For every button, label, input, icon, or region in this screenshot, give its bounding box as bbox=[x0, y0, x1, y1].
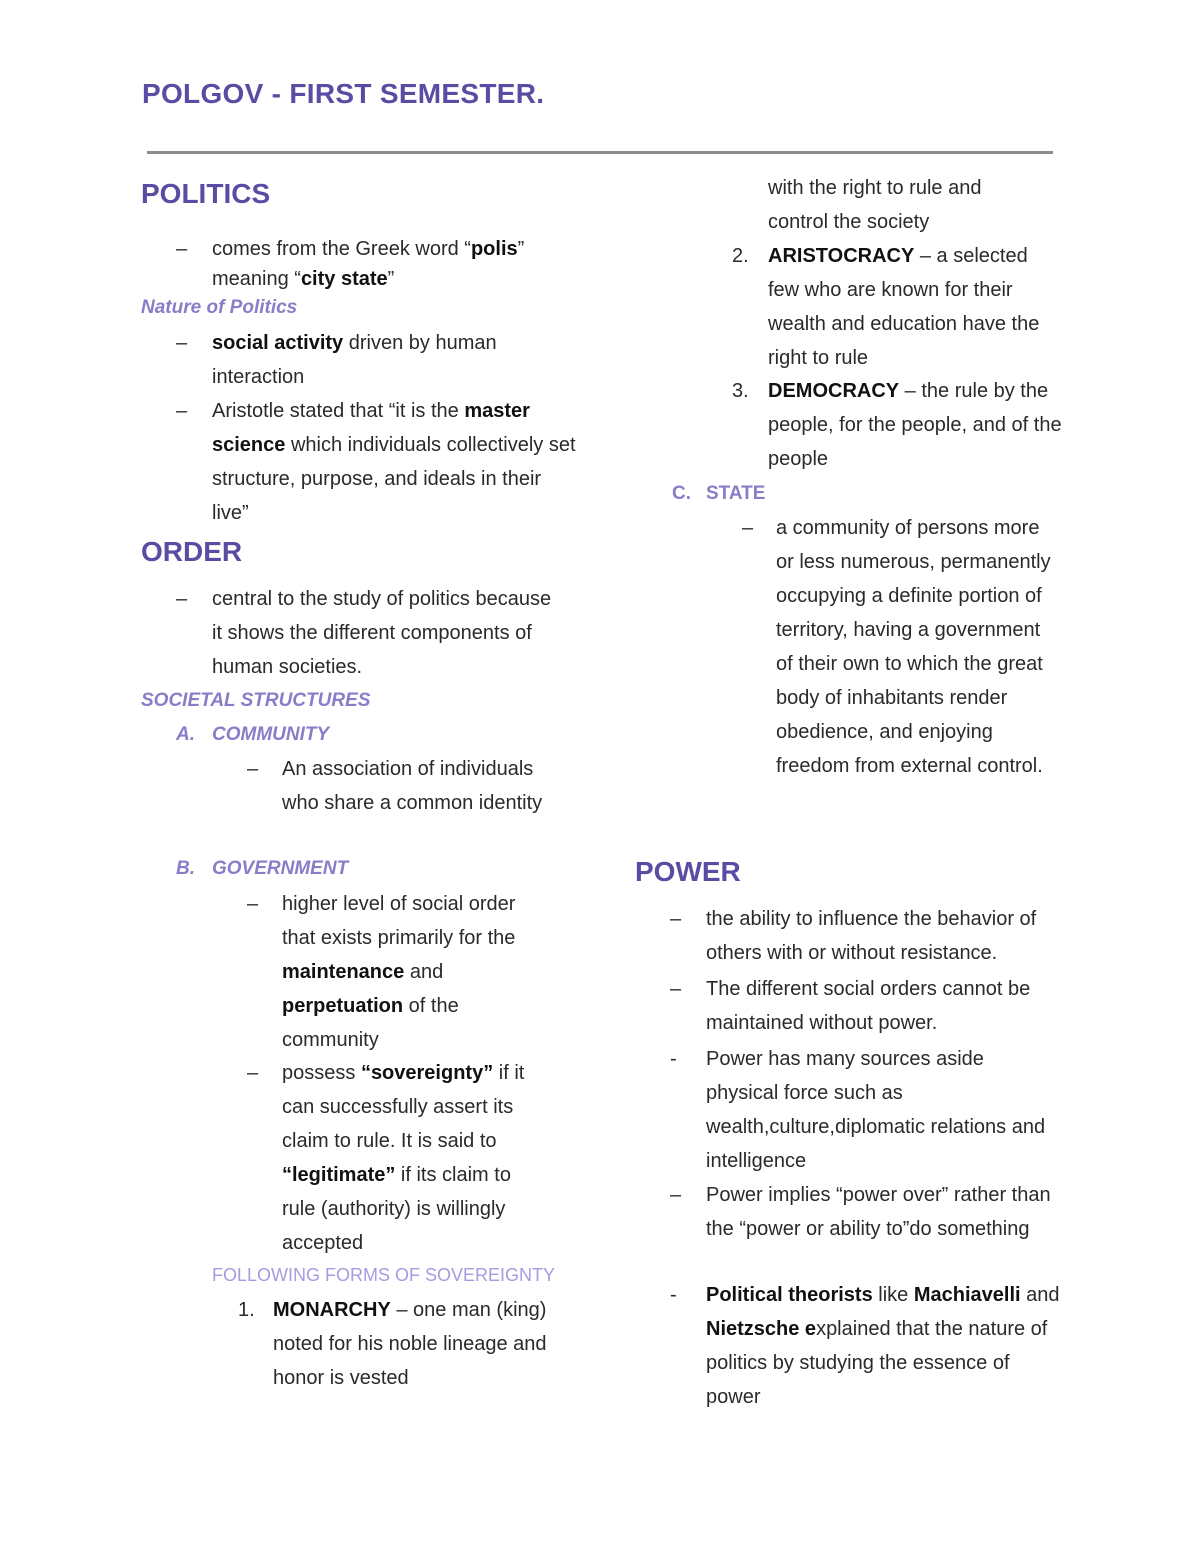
form-monarchy-continued bbox=[768, 171, 1028, 239]
list-item-text bbox=[768, 239, 1062, 375]
title-divider bbox=[147, 151, 1053, 154]
heading-government: GOVERNMENT bbox=[212, 858, 349, 879]
list-item-text bbox=[706, 972, 1060, 1040]
text-run: The different social orders cannot be maintained without power. bbox=[706, 978, 1031, 1034]
bold-term: Machiavelli bbox=[913, 1284, 1021, 1306]
list-marker: 3. bbox=[732, 380, 749, 402]
text-run: driven by human interaction bbox=[212, 332, 497, 388]
text-run: like bbox=[872, 1284, 914, 1306]
list-item-text bbox=[282, 1056, 547, 1260]
list-marker: – bbox=[247, 893, 259, 915]
list-item-text bbox=[273, 1293, 548, 1395]
bold-term: Nietzsche e bbox=[706, 1318, 817, 1340]
bold-term: DEMOCRACY bbox=[768, 380, 900, 402]
heading-power: POWER bbox=[635, 856, 741, 887]
text-run: which individuals collectively set structure, purpose, and ideals in their live” bbox=[212, 434, 576, 524]
text-run: with the right to rule and control the society bbox=[768, 177, 982, 233]
bold-term: “legitimate” bbox=[282, 1164, 396, 1186]
heading-state: STATE bbox=[706, 483, 766, 504]
bold-term: master science bbox=[212, 400, 530, 456]
list-item-text bbox=[212, 234, 566, 294]
list-marker: - bbox=[670, 1048, 677, 1070]
bold-term: social activity bbox=[212, 332, 344, 354]
text-run: – one man (king) noted for his noble lineage and honor is vested bbox=[273, 1299, 547, 1389]
bold-term: Political theorists bbox=[706, 1284, 873, 1306]
list-marker: – bbox=[742, 517, 754, 539]
text-run: if it can successfully assert its claim to rule. It is said to bbox=[282, 1062, 525, 1152]
community-definition bbox=[247, 752, 567, 820]
bold-term: ARISTOCRACY bbox=[768, 245, 915, 267]
text-run: higher level of social order that exists primarily for the bbox=[282, 893, 516, 949]
text-run: An association of individuals who share a common identity bbox=[282, 758, 543, 814]
heading-community: COMMUNITY bbox=[212, 724, 330, 745]
text-run: the ability to influence the behavior of others with or without resistance. bbox=[706, 908, 1037, 964]
heading-order: ORDER bbox=[141, 536, 243, 567]
list-marker: 2. bbox=[732, 245, 749, 267]
state-definition bbox=[742, 511, 1062, 783]
heading-nature-of-politics: Nature of Politics bbox=[141, 297, 298, 318]
list-item-text bbox=[776, 511, 1062, 783]
nature-item-social-activity bbox=[176, 326, 566, 394]
list-item-text bbox=[706, 1178, 1060, 1246]
list-marker: - bbox=[670, 1284, 677, 1306]
heading-societal-structures: SOCIETAL STRUCTURES bbox=[141, 690, 371, 711]
bold-term: MONARCHY bbox=[273, 1299, 391, 1321]
list-item-text bbox=[212, 582, 566, 684]
list-marker: – bbox=[176, 332, 188, 354]
government-item-sovereignty bbox=[247, 1056, 547, 1260]
document-title: POLGOV - FIRST SEMESTER. bbox=[142, 78, 545, 109]
bold-term: “sovereignty” bbox=[360, 1062, 494, 1084]
power-item-social-orders bbox=[670, 972, 1060, 1040]
list-marker: – bbox=[176, 588, 188, 610]
heading-politics: POLITICS bbox=[141, 178, 271, 209]
list-item-text bbox=[706, 902, 1060, 970]
form-monarchy bbox=[238, 1293, 548, 1395]
bold-term: city state bbox=[300, 268, 388, 290]
order-definition bbox=[176, 582, 566, 684]
list-item-text bbox=[212, 326, 566, 394]
text-run: a community of persons more or less numerous, permanently occupying a definite portion of territory, having a government of their own to which the great body of inhabitants render obedience, and enjoying freedom from external control. bbox=[776, 517, 1051, 777]
bold-term: polis bbox=[470, 238, 518, 260]
text-run: – the rule by the people, for the people, and of the people bbox=[768, 380, 1062, 470]
text-run: xplained that the nature of politics by studying the essence of power bbox=[706, 1318, 1048, 1408]
list-marker: – bbox=[247, 1062, 259, 1084]
nature-item-aristotle bbox=[176, 394, 576, 530]
form-democracy bbox=[732, 374, 1062, 476]
bold-term: maintenance bbox=[282, 961, 405, 983]
list-marker: – bbox=[670, 978, 682, 1000]
text-run: and bbox=[1020, 1284, 1060, 1306]
power-item-ability bbox=[670, 902, 1060, 970]
heading-forms-of-sovereignty: FOLLOWING FORMS OF SOVEREIGNTY bbox=[212, 1265, 556, 1285]
list-marker: – bbox=[670, 1184, 682, 1206]
text-run: Aristotle stated that “it is the bbox=[212, 400, 465, 422]
list-item-text bbox=[212, 394, 576, 530]
list-item-text bbox=[768, 171, 1028, 239]
government-item-maintenance bbox=[247, 887, 547, 1057]
state-letter: C. bbox=[672, 483, 691, 504]
list-item-text bbox=[282, 752, 567, 820]
list-marker: – bbox=[247, 758, 259, 780]
list-marker: – bbox=[670, 908, 682, 930]
list-item-text bbox=[706, 1278, 1060, 1414]
text-run: comes from the Greek word “ bbox=[212, 238, 471, 260]
text-run: and bbox=[404, 961, 444, 983]
power-item-power-over bbox=[670, 1178, 1060, 1246]
bold-term: perpetuation bbox=[282, 995, 404, 1017]
text-run: Power implies “power over” rather than the “power or ability to”do something bbox=[706, 1184, 1051, 1240]
text-run: of the community bbox=[282, 995, 459, 1051]
list-marker: 1. bbox=[238, 1299, 255, 1321]
text-run: ” meaning “ bbox=[212, 238, 525, 290]
text-run: ” bbox=[387, 268, 395, 290]
politics-definition bbox=[176, 234, 566, 294]
form-aristocracy bbox=[732, 239, 1062, 375]
text-run: central to the study of politics because it shows the different components of human societies. bbox=[212, 588, 552, 678]
text-run: Power has many sources aside physical force such as wealth,culture,diplomatic relations and intelligence bbox=[706, 1048, 1046, 1172]
list-item-text bbox=[768, 374, 1062, 476]
community-letter: A. bbox=[176, 724, 195, 745]
power-item-theorists bbox=[670, 1278, 1060, 1414]
list-marker: – bbox=[176, 238, 188, 260]
list-marker: – bbox=[176, 400, 188, 422]
text-run: possess bbox=[282, 1062, 361, 1084]
power-item-sources bbox=[670, 1042, 1060, 1178]
list-item-text bbox=[282, 887, 547, 1057]
list-item-text bbox=[706, 1042, 1060, 1178]
text-run: if its claim to rule (authority) is willingly accepted bbox=[282, 1164, 511, 1254]
text-run: – a selected few who are known for their wealth and education have the right to rule bbox=[768, 245, 1040, 369]
government-letter: B. bbox=[176, 858, 195, 879]
